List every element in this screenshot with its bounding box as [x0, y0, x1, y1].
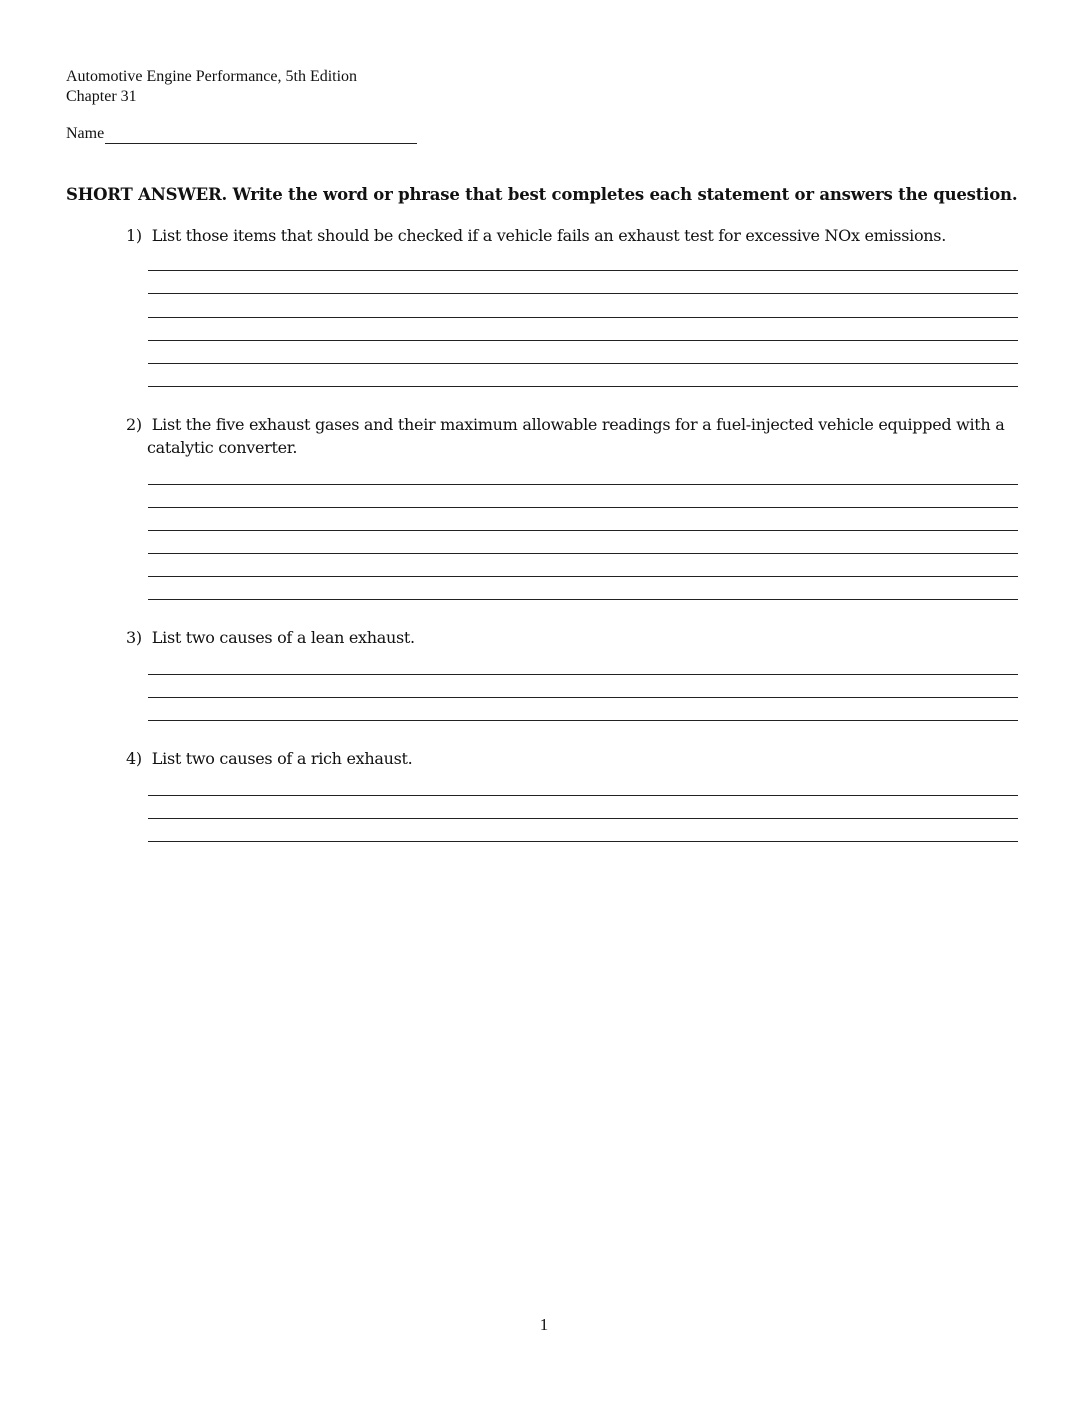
answer-line[interactable]: [148, 507, 1018, 508]
question-text-continuation: catalytic converter.: [147, 438, 298, 457]
question-text: List two causes of a rich exhaust.: [151, 749, 413, 768]
answer-line[interactable]: [148, 720, 1018, 721]
question-number: 3): [126, 628, 142, 647]
question-number: 4): [126, 749, 142, 768]
chapter-label: Chapter 31: [66, 88, 137, 105]
question-3: [126, 626, 1026, 649]
page-number: 1: [539, 1315, 549, 1334]
answer-line[interactable]: [148, 795, 1018, 796]
question-number: 2): [126, 415, 142, 434]
answer-line[interactable]: [148, 697, 1018, 698]
answer-line[interactable]: [148, 576, 1018, 577]
question-text: List the five exhaust gases and their maximum allowable readings for a fuel-injected vehicle equipped with a: [151, 415, 1005, 434]
answer-line[interactable]: [148, 599, 1018, 600]
answer-line[interactable]: [148, 818, 1018, 819]
answer-line[interactable]: [148, 530, 1018, 531]
answer-line[interactable]: [148, 340, 1018, 341]
question-text: List two causes of a lean exhaust.: [151, 628, 415, 647]
answer-line[interactable]: [148, 317, 1018, 318]
question-number: 1): [126, 226, 142, 245]
book-title: Automotive Engine Performance, 5th Edition: [66, 68, 358, 85]
name-field-row: [66, 124, 417, 144]
answer-line[interactable]: [148, 553, 1018, 554]
answer-line[interactable]: [148, 674, 1018, 675]
name-blank-line[interactable]: [105, 125, 417, 144]
answer-line[interactable]: [148, 293, 1018, 294]
answer-line[interactable]: [148, 363, 1018, 364]
name-label: Name: [66, 125, 105, 142]
section-instructions: SHORT ANSWER. Write the word or phrase that best completes each statement or answers the question.: [66, 185, 1018, 204]
answer-line[interactable]: [148, 270, 1018, 271]
question-4: [126, 747, 1026, 770]
answer-line[interactable]: [148, 841, 1018, 842]
question-2: [126, 413, 1026, 459]
answer-line[interactable]: [148, 484, 1018, 485]
answer-line[interactable]: [148, 386, 1018, 387]
question-text: List those items that should be checked if a vehicle fails an exhaust test for excessive NOx emissions.: [151, 226, 946, 245]
question-1: [126, 224, 1026, 247]
